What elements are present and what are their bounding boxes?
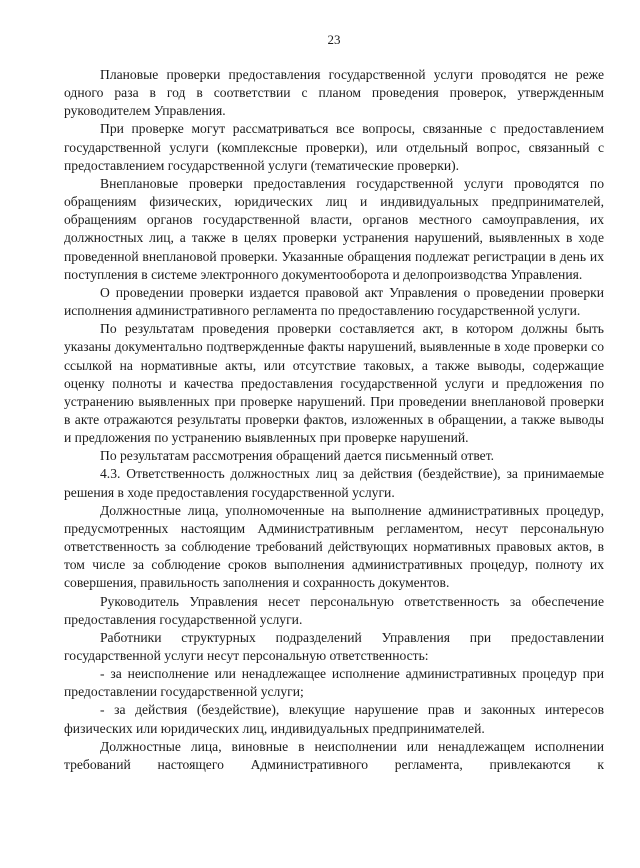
list-item-actions-inaction: - за действия (бездействие), влекущие нарушение прав и законных интересов физических или юридических лиц, индивидуальных предпринимателей. <box>64 702 604 736</box>
document-body <box>64 66 604 774</box>
paragraph-liable-officials: Должностные лица, виновные в неисполнении или ненадлежащем исполнении требований настоящего Административного регламента, привлекаются к <box>64 738 604 772</box>
paragraph-unscheduled-inspections: Внеплановые проверки предоставления государственной услуги проводятся по обращениям физических, юридических лиц и индивидуальных предпринимателей, обращениям органов государственной власти, органов местного самоуправления, их должностных лиц, а также в целях проверки устранения нарушений, выявленных в ходе проведенной внеплановой проверки. Указанные обращения подлежат регистрации в день их поступления в системе электронного документооборота и делопроизводства Управления. <box>64 175 604 282</box>
paragraph-planned-inspections: Плановые проверки предоставления государственной услуги проводятся не реже одного раза в год в соответствии с планом проведения проверок, утвержденным руководителем Управления. <box>64 67 604 119</box>
paragraph-staff-responsibility: Работники структурных подразделений Управления при предоставлении государственной услуги несут персональную ответственность: <box>64 629 604 663</box>
paragraph-inspection-scope: При проверке могут рассматриваться все вопросы, связанные с предоставлением государственной услуги (комплексные проверки), или отдельный вопрос, связанный с предоставлением государственной услуги (тематические проверки). <box>64 121 604 173</box>
paragraph-section-4-3: 4.3. Ответственность должностных лиц за действия (бездействие), за принимаемые решения в ходе предоставления государственной услуги. <box>64 466 604 500</box>
paragraph-head-responsibility: Руководитель Управления несет персональную ответственность за обеспечение предоставления государственной услуги. <box>64 593 604 627</box>
paragraph-inspection-report: По результатам проведения проверки составляется акт, в котором должны быть указаны документально подтвержденные факты нарушений, выявленные в ходе проверки со ссылкой на нормативные акты, или отсутствие таковых, а также выводы, содержащие оценку полноты и качества предоставления государственной услуги и предложения по устранению выявленных при проверке нарушений. При проведении внеплановой проверки в акте отражаются результаты проверки фактов, изложенных в обращении, а также выводы и предложения по устранению выявленных при проверке нарушений. <box>64 321 604 446</box>
paragraph-inspection-legal-act: О проведении проверки издается правовой акт Управления о проведении проверки исполнения административного регламента по предоставлению государственной услуги. <box>64 284 604 319</box>
paragraph-officials-responsibility: Должностные лица, уполномоченные на выполнение административных процедур, предусмотренных настоящим Административным регламентом, несут персональную ответственность за соблюдение требований действующих нормативных правовых актов, в том числе за соблюдение сроков выполнения административных процедур, полноту их совершения, правильность заполнения и сохранность документов. <box>64 502 604 591</box>
paragraph-written-reply: По результатам рассмотрения обращений дается письменный ответ. <box>100 448 495 464</box>
list-item-non-performance: - за неисполнение или ненадлежащее исполнение административных процедур при предоставлении государственной услуги; <box>64 666 604 700</box>
page-number: 23 <box>327 32 341 47</box>
